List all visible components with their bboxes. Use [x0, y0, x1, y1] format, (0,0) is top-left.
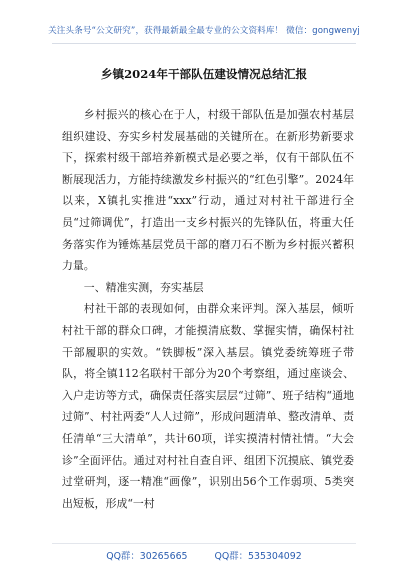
footer — [0, 548, 408, 562]
footer-qq-group-1: QQ群：30265665 — [106, 551, 188, 562]
document-body — [62, 104, 354, 514]
section-heading: 一、精准实测，夯实基层 — [83, 280, 204, 294]
paragraph-intro: 乡村振兴的核心在于人，村级干部队伍是加强农村基层组织建设、夯实乡村发展基础的关键所在。在新形势新要求下，探索村级干部培养新模式是必要之举，仅有干部队伍不断展现活力，方能持续激发乡村振兴的“红色引擎”。2024年以来，X镇扎实推进“xxx”行动，通过对村社干部进行全员“过筛调优”，打造出一支乡村振兴的先锋队伍，将重大任务落实作为锤炼基层党员干部的磨刀石不断为乡村振兴蓄积力量。 — [62, 108, 354, 273]
footer-qq-group-2: QQ群：535304092 — [214, 551, 302, 562]
footer-divider — [52, 543, 356, 544]
paragraph-section-1: 村社干部的表现如何，由群众来评判。深入基层，倾听村社干部的群众口碑，才能摸清底数、掌握实情，确保村社干部履职的实效。“铁脚板”深入基层。镇党委统筹班子带队，将全镇112名联村干部分为20个考察组，通过座谈会、入户走访等方式，确保责任落实层层“过筛”、班子结构“通地过筛”、村社两委“人人过筛”，形成问题清单、整改清单、责任清单“三大清单”，共计60项，详实摸清村情社情。“大会诊”全面评估。通过对村社自查自评、组团下沉摸底、镇党委过堂研判，逐一精准“画像”，识别出56个工作弱项、5类突出短板，形成“一村 — [62, 302, 354, 510]
header-banner: 关注头条号“公文研究”，获得最新最全最专业的公文资料库！ 微信：gongwenyj — [48, 26, 360, 36]
header-divider — [52, 43, 356, 44]
document-title: 乡镇2024年干部队伍建设情况总结汇报 — [100, 67, 308, 81]
